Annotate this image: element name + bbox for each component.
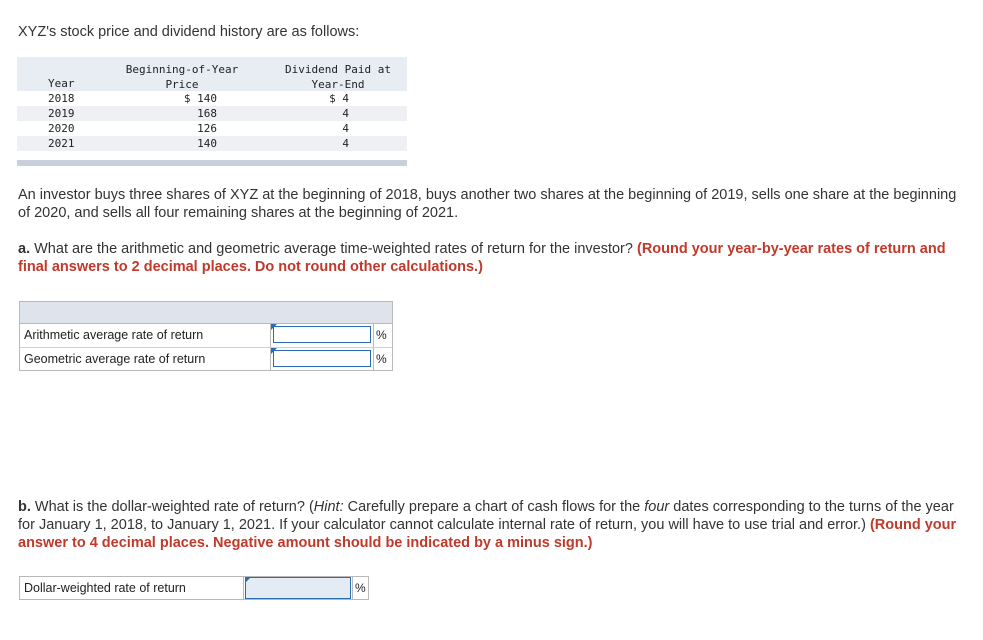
cell-dividend: $ 4 [329,92,349,105]
cell-price: $ 140 [183,92,217,105]
cell-year: 2018 [48,92,75,105]
header-dividend [275,62,401,92]
part-b-answer-grid [19,576,369,600]
hint-mid: Carefully prepare a chart of cash flows for the [343,499,645,515]
dollar-weighted-rate-input[interactable] [245,577,351,599]
cell-dividend: 4 [342,107,349,120]
input-flag-icon [245,577,251,583]
answer-grid-header [20,302,392,323]
part-a-answer-grid [19,301,393,371]
part-a-question-text: What are the arithmetic and geometric average time-weighted rates of return for the investor? [34,241,633,257]
intro-text: XYZ's stock price and dividend history are as follows: [18,24,360,40]
part-b-instruction: (Round your answer to 4 decimal places. Negative amount should be indicated by a minus sign.) [18,517,957,551]
cell-price: 140 [197,137,217,150]
divider [373,324,374,347]
answer-row-arithmetic [20,324,392,347]
cell-year: 2019 [48,107,75,120]
divider [243,577,244,599]
stock-history-table [17,57,407,166]
divider [352,577,353,599]
table-row [17,136,407,151]
table-row [17,91,407,106]
header-price-line1: Beginning-of-Year [125,63,239,76]
part-a-label: a. [18,241,31,257]
hint-end: dates corresponding to the turns of the year for January 1, 2018, to January 1, 2021. If your calculator cannot calculate internal rate of return, you will have to use trial and error.) [18,499,954,533]
cell-year: 2021 [48,137,75,150]
geometric-label: Geometric average rate of return [24,352,206,366]
hint-emphasis: four [644,499,670,515]
answer-row-geometric [20,348,392,371]
divider [373,348,374,371]
part-b-label: b. [18,499,31,515]
part-b-question [18,498,958,552]
header-dividend-line2: Year-End [311,78,365,91]
table-row [17,106,407,121]
cell-price: 168 [197,107,217,120]
arithmetic-label: Arithmetic average rate of return [24,328,204,342]
table-bottom-rule [17,160,407,166]
input-flag-icon [271,348,277,354]
input-flag-icon [271,324,277,330]
table-row [17,121,407,136]
scenario-text: An investor buys three shares of XYZ at the beginning of 2018, buys another two shares at the beginning of 2019, sells one share at the beginning of 2020, and sells all four remaining shares at the beginning of 2021. [18,187,957,221]
dollar-weighted-label: Dollar-weighted rate of return [24,581,186,595]
cell-year: 2020 [48,122,75,135]
part-a-question [18,240,958,276]
cell-dividend: 4 [342,122,349,135]
arithmetic-rate-input[interactable] [273,326,371,343]
percent-unit: % [355,581,366,595]
header-year: Year [48,77,75,90]
part-b-question-start: What is the dollar-weighted rate of return? ( [34,499,314,515]
header-price [121,62,243,92]
cell-price: 126 [197,122,217,135]
header-dividend-line1: Dividend Paid at [285,63,391,76]
hint-word: Hint: [313,499,344,515]
geometric-rate-input[interactable] [273,350,371,367]
percent-unit: % [376,352,387,366]
header-price-line2: Price [165,78,199,91]
percent-unit: % [376,328,387,342]
part-a-instruction: (Round your year-by-year rates of return and final answers to 2 decimal places. Do not round other calculations.) [18,241,946,275]
cell-dividend: 4 [342,137,349,150]
table-header [17,57,407,91]
